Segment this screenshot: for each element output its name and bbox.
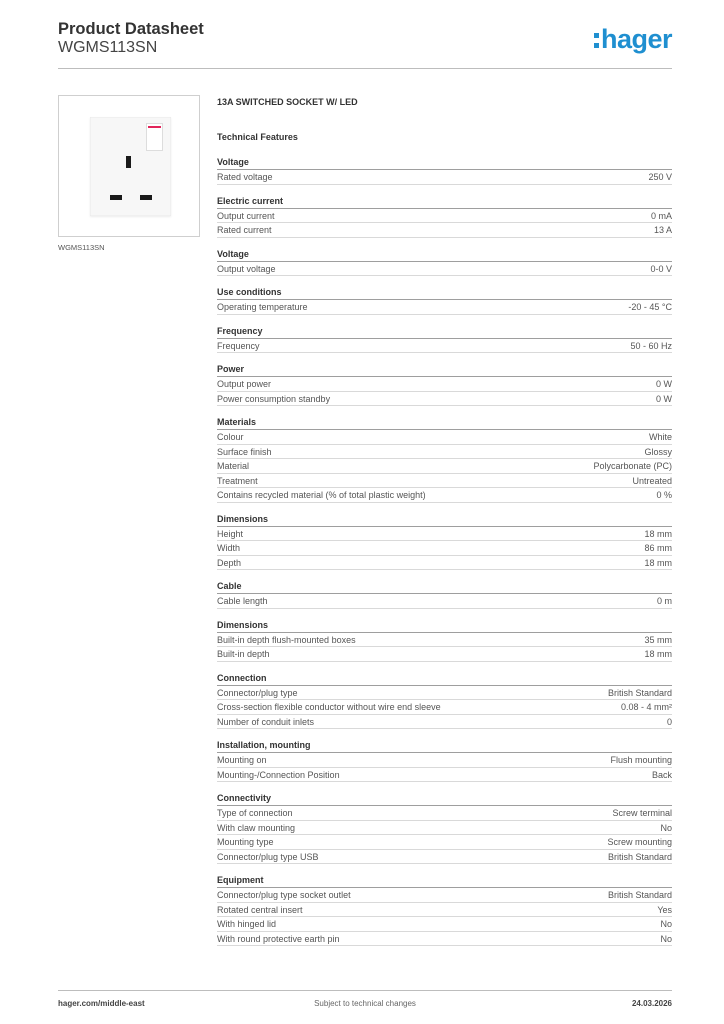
spec-row — [217, 339, 672, 354]
spec-label: With claw mounting — [217, 822, 296, 833]
spec-row — [217, 715, 672, 730]
spec-value: 0 W — [655, 393, 672, 404]
spec-section — [217, 416, 672, 503]
spec-section — [217, 195, 672, 238]
spec-label: Cross-section flexible conductor without wire end sleeve — [217, 702, 441, 712]
section-title: Installation, mounting — [217, 739, 672, 753]
spec-value: 13 A — [653, 225, 672, 235]
spec-label: Treatment — [217, 475, 258, 486]
spec-label: Mounting on — [217, 755, 267, 765]
spec-value: Screw mounting — [607, 837, 672, 847]
led-indicator-icon — [148, 126, 161, 128]
spec-value: 86 mm — [644, 543, 672, 553]
section-title: Voltage — [217, 248, 672, 262]
spec-value: Polycarbonate (PC) — [593, 461, 672, 471]
spec-value: 0-0 V — [650, 263, 672, 274]
spec-row — [217, 821, 672, 836]
spec-row — [217, 753, 672, 768]
spec-section — [217, 874, 672, 946]
spec-label: Mounting-/Connection Position — [217, 769, 340, 780]
spec-label: Type of connection — [217, 808, 293, 818]
section-title: Dimensions — [217, 619, 672, 633]
spec-label: Rated current — [217, 225, 272, 235]
spec-value: 18 mm — [644, 528, 672, 539]
spec-row — [217, 262, 672, 277]
spec-value: Screw terminal — [612, 808, 672, 818]
section-title: Frequency — [217, 325, 672, 339]
spec-row — [217, 888, 672, 903]
live-pin-slot-icon — [110, 195, 122, 200]
spec-value: 0 % — [656, 490, 672, 500]
spec-row — [217, 932, 672, 947]
spec-row — [217, 445, 672, 460]
document-title: Product Datasheet — [58, 20, 204, 38]
spec-row — [217, 647, 672, 662]
spec-label: Power consumption standby — [217, 393, 331, 404]
spec-value: No — [660, 919, 672, 929]
hager-logo — [594, 24, 672, 55]
spec-value: No — [660, 933, 672, 944]
spec-row — [217, 474, 672, 489]
spec-label: Rated voltage — [217, 172, 273, 182]
spec-label: Contains recycled material (% of total plastic weight) — [217, 490, 426, 500]
spec-label: Number of conduit inlets — [217, 716, 315, 727]
spec-label: Connector/plug type socket outlet — [217, 890, 351, 900]
spec-section — [217, 672, 672, 730]
spec-label: Height — [217, 528, 244, 539]
spec-row — [217, 377, 672, 392]
spec-label: Rotated central insert — [217, 904, 303, 915]
spec-label: Width — [217, 543, 241, 553]
spec-label: Built-in depth flush-mounted boxes — [217, 634, 356, 645]
spec-label: Output voltage — [217, 263, 276, 274]
spec-label: Output current — [217, 210, 275, 221]
spec-row — [217, 768, 672, 783]
section-title: Dimensions — [217, 513, 672, 527]
spec-label: Cable length — [217, 596, 268, 606]
spec-section — [217, 580, 672, 609]
spec-label: Connector/plug type USB — [217, 851, 319, 862]
spec-section — [217, 739, 672, 782]
spec-value: Yes — [657, 904, 672, 915]
spec-row — [217, 170, 672, 185]
spec-value: Back — [651, 769, 672, 780]
section-title: Power — [217, 363, 672, 377]
spec-value: 0 mA — [650, 210, 672, 221]
spec-label: Mounting type — [217, 837, 274, 847]
section-title: Use conditions — [217, 286, 672, 300]
spec-row — [217, 527, 672, 542]
product-name: 13A SWITCHED SOCKET W/ LED — [217, 97, 358, 107]
footer-date: 24.03.2026 — [631, 999, 672, 1008]
spec-value: 0 — [666, 716, 672, 727]
spec-sections — [217, 156, 672, 946]
spec-value: -20 - 45 °C — [628, 302, 672, 312]
section-title: Cable — [217, 580, 672, 594]
spec-section — [217, 619, 672, 662]
spec-label: Frequency — [217, 340, 260, 351]
spec-row — [217, 594, 672, 609]
spec-label: Output power — [217, 379, 272, 389]
spec-value: 250 V — [648, 172, 672, 182]
spec-label: With round protective earth pin — [217, 933, 340, 944]
spec-row — [217, 556, 672, 571]
spec-label: Depth — [217, 557, 242, 568]
spec-value: Glossy — [644, 446, 672, 457]
spec-label: With hinged lid — [217, 919, 277, 929]
spec-content — [217, 95, 672, 956]
spec-value: 35 mm — [644, 634, 672, 645]
logo-dots-icon — [594, 32, 599, 49]
spec-value: 0.08 - 4 mm² — [620, 702, 672, 712]
spec-row — [217, 392, 672, 407]
spec-value: British Standard — [607, 890, 672, 900]
technical-features-heading: Technical Features — [217, 132, 298, 142]
header-divider — [58, 68, 672, 69]
spec-row — [217, 903, 672, 918]
section-title: Connection — [217, 672, 672, 686]
section-title: Voltage — [217, 156, 672, 170]
spec-value: British Standard — [607, 851, 672, 862]
spec-label: Surface finish — [217, 446, 272, 457]
spec-section — [217, 513, 672, 571]
spec-row — [217, 917, 672, 932]
spec-section — [217, 156, 672, 185]
spec-row — [217, 806, 672, 821]
spec-row — [217, 488, 672, 503]
spec-value: 0 W — [655, 379, 672, 389]
spec-value: No — [660, 822, 672, 833]
spec-label: Connector/plug type — [217, 687, 298, 698]
neutral-pin-slot-icon — [140, 195, 152, 200]
footer-note: Subject to technical changes — [314, 999, 416, 1008]
spec-row — [217, 700, 672, 715]
document-subtitle: WGMS113SN — [58, 39, 158, 56]
spec-value: 18 mm — [644, 649, 672, 659]
spec-value: 50 - 60 Hz — [630, 340, 672, 351]
spec-label: Operating temperature — [217, 302, 308, 312]
spec-row — [217, 430, 672, 445]
earth-pin-slot-icon — [126, 156, 131, 168]
section-title: Connectivity — [217, 792, 672, 806]
spec-value: 0 m — [656, 596, 672, 606]
spec-value: White — [648, 432, 672, 442]
switch-rocker-icon — [146, 123, 163, 151]
footer-website: hager.com/middle-east — [58, 999, 145, 1008]
spec-row — [217, 209, 672, 224]
section-title: Electric current — [217, 195, 672, 209]
section-title: Materials — [217, 416, 672, 430]
product-image-caption: WGMS113SN — [58, 243, 105, 252]
spec-label: Built-in depth — [217, 649, 270, 659]
spec-section — [217, 248, 672, 277]
spec-value: Untreated — [632, 475, 672, 486]
spec-row — [217, 686, 672, 701]
logo-text: hager — [600, 24, 672, 54]
spec-label: Material — [217, 461, 250, 471]
spec-row — [217, 633, 672, 648]
spec-section — [217, 363, 672, 406]
product-image — [58, 95, 200, 237]
spec-row — [217, 850, 672, 865]
spec-row — [217, 300, 672, 315]
spec-row — [217, 541, 672, 556]
page-header — [58, 20, 672, 68]
socket-plate-icon — [90, 117, 171, 216]
footer-divider — [58, 990, 672, 991]
spec-row — [217, 223, 672, 238]
spec-value: 18 mm — [644, 557, 672, 568]
spec-value: Flush mounting — [610, 755, 672, 765]
spec-section — [217, 286, 672, 315]
section-title: Equipment — [217, 874, 672, 888]
spec-value: British Standard — [607, 687, 672, 698]
spec-section — [217, 325, 672, 354]
spec-section — [217, 792, 672, 864]
spec-row — [217, 459, 672, 474]
spec-row — [217, 835, 672, 850]
spec-label: Colour — [217, 432, 244, 442]
